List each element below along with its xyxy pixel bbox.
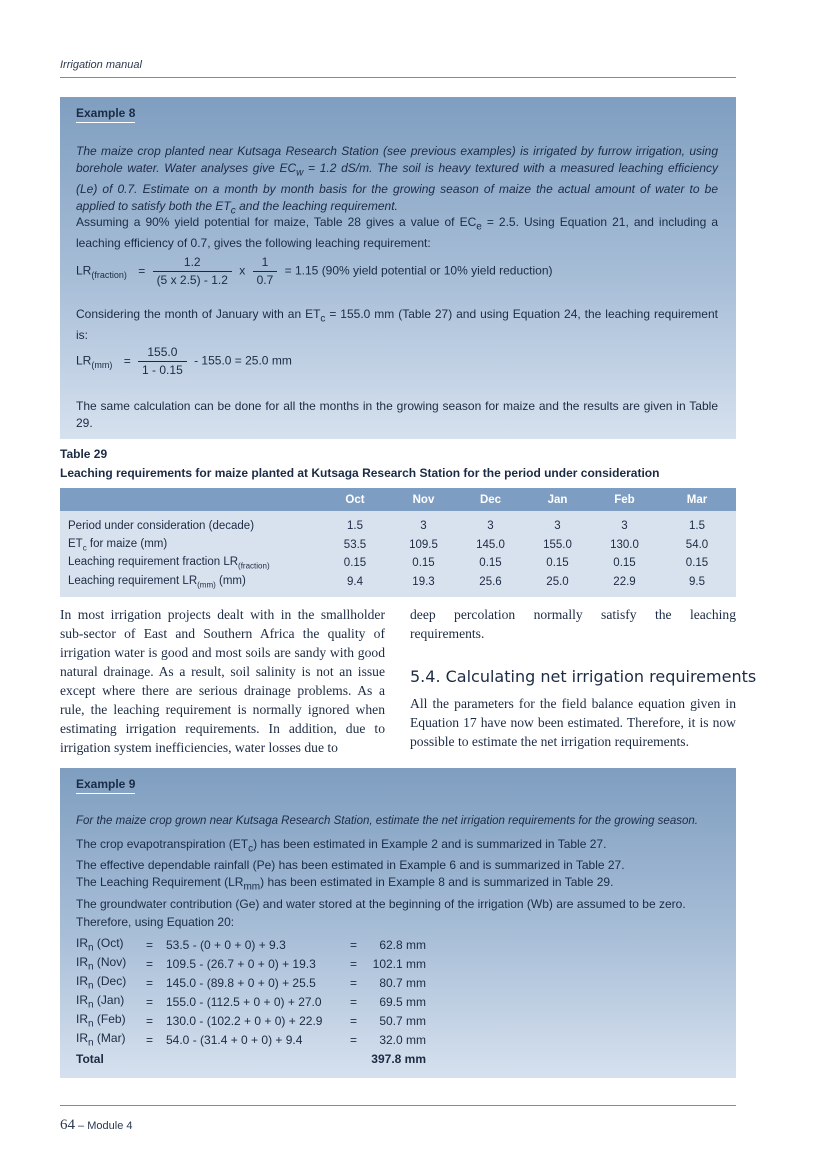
table-cell: 3 <box>524 511 591 536</box>
row-label: Leaching requirement $LR_{(mm)}$ (mm) <box>60 573 320 598</box>
table-row <box>60 573 736 598</box>
example-8-para-3: Considering the month of January with an $ET_c = 155.0$ mm (Table 27) and using Equation 24, the leaching requirement is: <box>76 307 718 343</box>
table-cell: 145.0 <box>457 536 524 555</box>
table-cell: 9.4 <box>320 573 390 598</box>
table-header-cell: Oct <box>320 488 390 511</box>
module-label: Module 4 <box>87 1120 133 1132</box>
body-left-column: In most irrigation projects dealt with in the smallholder sub-sector of East and Southern Africa the quality of irrigation water is good and most soils are sandy with good natural drainage. As a result, soil salinity is not an issue except where there are serious drainage problems. As a rule, the leaching requirement is normally ignored when estimating irrigation requirements. In addition, due to irrigation system inefficiencies, water losses due to <box>60 607 385 755</box>
table-header-cell: Nov <box>390 488 457 511</box>
table-cell: 53.5 <box>320 536 390 555</box>
table-cell: 3 <box>591 511 658 536</box>
row-label: Leaching requirement fraction $LR_{(fraction)}$ <box>60 554 320 573</box>
table-header-cell: Jan <box>524 488 591 511</box>
table-cell: 0.15 <box>390 554 457 573</box>
table-29 <box>60 488 736 597</box>
page-footer: 64 – Module 4 <box>60 1117 133 1133</box>
table-cell: 3 <box>390 511 457 536</box>
example-9-title: Example 9 <box>76 777 135 794</box>
header-rule <box>60 77 736 78</box>
given-line: The effective dependable rainfall (Pe) has been estimated in Example 6 and is summarized in Table 27. <box>76 858 625 873</box>
example-8-intro: The maize crop planted near Kutsaga Research Station (see previous examples) is irrigated by furrow irrigation, using borehole water. Water analyses give $EC_w = 1.2$ dS/m. The soil is heavy textured with a measured leaching efficiency (Le) of 0.7. Estimate on a month by month basis for the growing season of maize the actual amount of water to be applied to satisfy both the $ET_c$ and the leaching requirement. <box>76 144 718 217</box>
example-8-title: Example 8 <box>76 106 135 123</box>
irn-row: $IR_n$ (Feb) = 130.0 - (102.2 + 0 + 0) + 22.9 = 50.7 mm <box>76 1011 426 1030</box>
given-line: The crop evapotranspiration $(ET_c)$ has been estimated in Example 2 and is summarized in Table 27. <box>76 837 607 855</box>
table-cell: 0.15 <box>457 554 524 573</box>
table-cell: 1.5 <box>658 511 736 536</box>
table-cell: 109.5 <box>390 536 457 555</box>
table-cell: 22.9 <box>591 573 658 598</box>
table-header-row <box>60 488 736 511</box>
table-29-label: Table 29 <box>60 447 108 461</box>
equation-lr-mm: $LR_{(mm)}$ = $\frac{155.0}{1 - 0.15}$ - 155.0 = 25.0 mm <box>76 345 292 377</box>
example-8-para-4: The same calculation can be done for all the months in the growing season for maize and the results are given in Table 29. <box>76 399 718 430</box>
example-9-box <box>60 768 736 1078</box>
table-cell: 54.0 <box>658 536 736 555</box>
table-cell: 0.15 <box>658 554 736 573</box>
table-cell: 155.0 <box>524 536 591 555</box>
table-cell: 25.0 <box>524 573 591 598</box>
running-header: Irrigation manual <box>60 59 142 71</box>
given-line: The groundwater contribution (Ge) and water stored at the beginning of the irrigation (Wb) are assumed to be zero. <box>76 896 686 911</box>
body-right-para-1: deep percolation normally satisfy the leaching requirements. <box>410 607 736 641</box>
row-label: $ET_c$ for maize (mm) <box>60 536 320 555</box>
irn-row: $IR_n$ (Nov) = 109.5 - (26.7 + 0 + 0) + 19.3 = 102.1 mm <box>76 954 426 973</box>
example-9-intro: For the maize crop grown near Kutsaga Research Station, estimate the net irrigation requirements for the growing season. <box>76 815 698 827</box>
table-cell: 0.15 <box>591 554 658 573</box>
table-cell: 1.5 <box>320 511 390 536</box>
table-row <box>60 536 736 555</box>
table-cell: 0.15 <box>320 554 390 573</box>
example-8-box <box>60 97 736 439</box>
irn-row: $IR_n$ (Oct) = 53.5 - (0 + 0 + 0) + 9.3 = 62.8 mm <box>76 935 426 954</box>
table-header-cell <box>60 488 320 511</box>
table-cell: 130.0 <box>591 536 658 555</box>
irn-row: $IR_n$ (Jan) = 155.0 - (112.5 + 0 + 0) + 27.0 = 69.5 mm <box>76 992 426 1011</box>
irn-row: $IR_n$ (Mar) = 54.0 - (31.4 + 0 + 0) + 9.4 = 32.0 mm <box>76 1030 426 1049</box>
footer-rule <box>60 1105 736 1106</box>
table-row <box>60 511 736 536</box>
given-line: The Leaching Requirement $(LR_{mm})$ has been estimated in Example 8 and is summarized in Table 29. <box>76 875 614 893</box>
table-header-cell: Mar <box>658 488 736 511</box>
page-number: 64 <box>60 1117 75 1133</box>
table-cell: 9.5 <box>658 573 736 598</box>
body-right-para-2: All the parameters for the field balance equation given in Equation 17 have now been estimated. Therefore, it is now possible to estimate the net irrigation requirements. <box>410 696 736 749</box>
example-9-givens <box>76 836 718 913</box>
irn-calculations <box>76 936 718 1069</box>
row-label: Period under consideration (decade) <box>60 511 320 536</box>
table-header-cell: Feb <box>591 488 658 511</box>
table-cell: 19.3 <box>390 573 457 598</box>
section-heading: 5.4. Calculating net irrigation requirements <box>410 667 757 686</box>
table-cell: 25.6 <box>457 573 524 598</box>
table-cell: 3 <box>457 511 524 536</box>
table-29-caption: Leaching requirements for maize planted at Kutsaga Research Station for the period under consideration <box>60 466 660 480</box>
table-row <box>60 554 736 573</box>
irn-total-row: Total 397.8 mm <box>76 1052 426 1066</box>
irn-row: $IR_n$ (Dec) = 145.0 - (89.8 + 0 + 0) + 25.5 = 80.7 mm <box>76 973 426 992</box>
example-9-therefore: Therefore, using Equation 20: <box>76 915 235 929</box>
equation-lr-fraction: $LR_{(fraction)}$ = $\frac{1.2}{(5 x 2.5) - 1.2}$ x $\frac{1}{0.7}$ = 1.15 (90% yield potential or 10% yield reduction) <box>76 255 553 287</box>
example-8-para-2: Assuming a 90% yield potential for maize, Table 28 gives a value of $EC_e = 2.5$. Using Equation 21, and including a leaching efficiency of 0.7, gives the following leaching requirement: <box>76 215 718 251</box>
table-header-cell: Dec <box>457 488 524 511</box>
table-cell: 0.15 <box>524 554 591 573</box>
